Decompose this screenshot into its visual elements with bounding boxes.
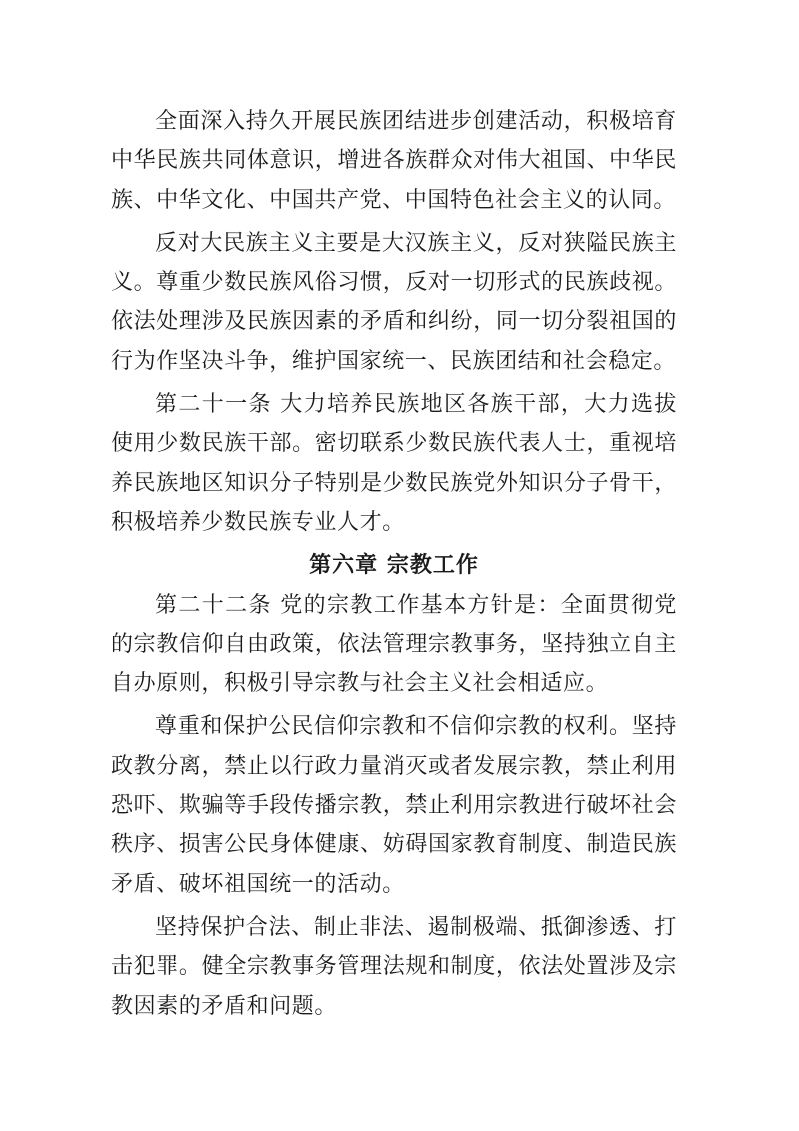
paragraph-religious-freedom: 尊重和保护公民信仰宗教和不信仰宗教的权利。坚持政教分离，禁止以行政力量消灭或者发展宗教，禁止利用恐吓、欺骗等手段传播宗教，禁止利用宗教进行破坏社会秩序、损害公民身体健康、妨碍国家教育制度、制造民族矛盾、破坏祖国统一的活动。 [111,714,677,897]
paragraph-article-21: 第二十一条 大力培养民族地区各族干部，大力选拔使用少数民族干部。密切联系少数民族代表人士，重视培养民族地区知识分子特别是少数民族党外知识分子骨干，积极培养少数民族专业人才。 [111,392,677,535]
paragraph-protect-legal: 坚持保护合法、制止非法、遏制极端、抵御渗透、打击犯罪。健全宗教事务管理法规和制度，依法处置涉及宗教因素的矛盾和问题。 [111,914,677,1019]
chapter-title: 第六章 宗教工作 [309,553,479,579]
document-body [111,102,677,1026]
paragraph-article-22: 第二十二条 党的宗教工作基本方针是：全面贯彻党的宗教信仰自由政策，依法管理宗教事务，坚持独立自主自办原则，积极引导宗教与社会主义社会相适应。 [111,592,677,697]
paragraph-oppose-chauvinism: 反对大民族主义主要是大汉族主义，反对狭隘民族主义。尊重少数民族风俗习惯，反对一切形式的民族歧视。依法处理涉及民族因素的矛盾和纠纷，同一切分裂祖国的行为作坚决斗争，维护国家统一、民族团结和社会稳定。 [111,230,677,374]
paragraph-ethnic-unity: 全面深入持久开展民族团结进步创建活动，积极培育中华民族共同体意识，增进各族群众对伟大祖国、中华民族、中华文化、中国共产党、中国特色社会主义的认同。 [111,109,677,213]
